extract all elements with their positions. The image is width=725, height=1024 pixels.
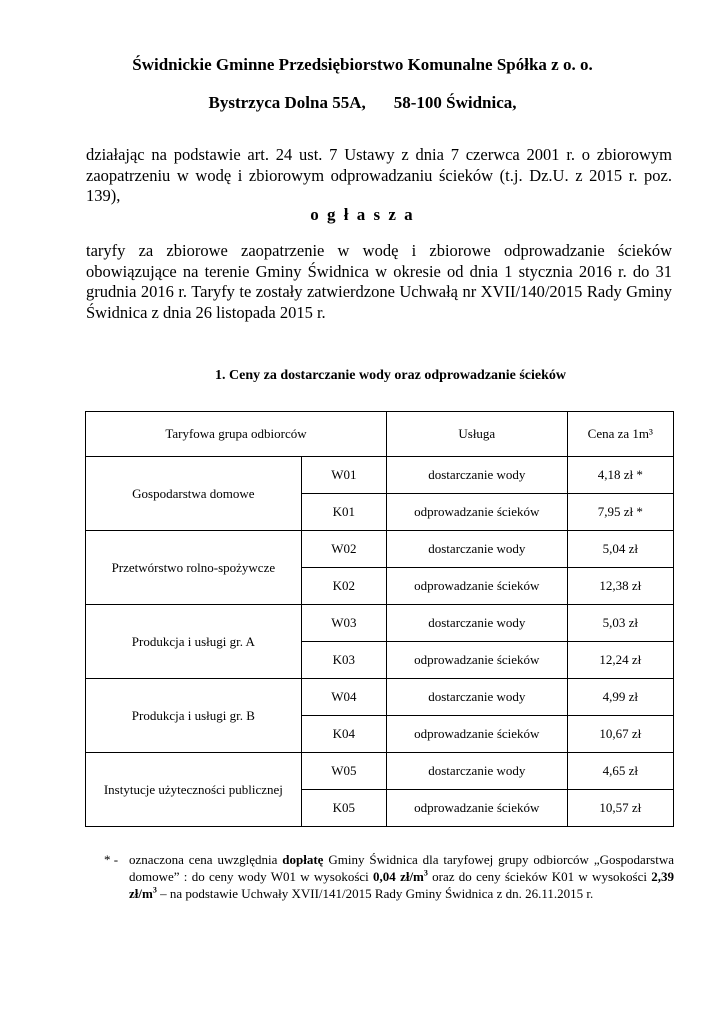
service: odprowadzanie ścieków	[387, 716, 568, 753]
tariff-description-paragraph: taryfy za zbiorowe zaopatrzenie w wodę i zbiorowe odprowadzanie ścieków obowiązujące na terenie Gminy Świdnica w okresie od dnia 1 stycznia 2016 r. do 31 grudnia 2016 r. Taryfy te zostały zatwierdzone Uchwałą nr XVII/140/2015 Rady Gminy Świdnica z dnia 26 listopada 2015 r.	[86, 241, 672, 322]
tariff-code: K03	[301, 642, 386, 679]
tariff-code: K01	[301, 494, 386, 531]
tariff-code: K02	[301, 568, 386, 605]
table-row	[86, 605, 674, 642]
tariff-code: W01	[301, 457, 386, 494]
price: 10,57 zł	[567, 790, 673, 827]
section-title: 1. Ceny za dostarczanie wody oraz odprowadzanie ścieków	[215, 368, 567, 383]
table-row	[86, 679, 674, 716]
price: 12,38 zł	[567, 568, 673, 605]
footnote-bold2	[373, 869, 428, 884]
price: 4,65 zł	[567, 753, 673, 790]
service: dostarczanie wody	[387, 753, 568, 790]
footnote-sup: 3	[423, 868, 428, 878]
footnote-bold1: dopłatę	[282, 852, 324, 867]
table-header-row	[86, 412, 674, 457]
price: 5,03 zł	[567, 605, 673, 642]
tariff-code: K04	[301, 716, 386, 753]
address-city: 58-100 Świdnica,	[393, 93, 517, 112]
tariff-code: W02	[301, 531, 386, 568]
price: 5,04 zł	[567, 531, 673, 568]
footnote-rate-sewage: 2,39 zł/m	[129, 869, 674, 901]
footnote-part2: Gminy Świdnica dla taryfowej grupy odbiorców „Gospodarstwa domowe” : do ceny wody W01 w wysokości	[129, 852, 674, 884]
group-name: Gospodarstwa domowe	[86, 457, 302, 531]
service: odprowadzanie ścieków	[387, 494, 568, 531]
service: dostarczanie wody	[387, 531, 568, 568]
group-name: Produkcja i usługi gr. B	[86, 679, 302, 753]
footnote-part1: oznaczona cena uwzględnia	[129, 852, 283, 867]
group-name: Przetwórstwo rolno-spożywcze	[86, 531, 302, 605]
tariff-code: W05	[301, 753, 386, 790]
table-row	[86, 753, 674, 790]
price: 4,99 zł	[567, 679, 673, 716]
announcement-heading: o g ł a s z a	[310, 205, 415, 224]
price: 4,18 zł *	[567, 457, 673, 494]
footnote-part4: – na podstawie Uchwały XVII/141/2015 Rady Gminy Świdnica z dn. 26.11.2015 r.	[156, 886, 594, 901]
table-row	[86, 531, 674, 568]
tariff-code: K05	[301, 790, 386, 827]
header-service: Usługa	[387, 412, 568, 457]
service: odprowadzanie ścieków	[387, 790, 568, 827]
price: 12,24 zł	[567, 642, 673, 679]
header-group: Taryfowa grupa odbiorców	[86, 412, 387, 457]
legal-basis-paragraph: działając na podstawie art. 24 ust. 7 Ustawy z dnia 7 czerwca 2001 r. o zbiorowym zaopatrzeniu w wodę i zbiorowym odprowadzaniu ścieków (t.j. Dz.U. z 2015 r. poz. 139),	[86, 145, 672, 205]
company-address	[0, 93, 725, 113]
service: dostarczanie wody	[387, 457, 568, 494]
service: odprowadzanie ścieków	[387, 568, 568, 605]
footnote-part3: oraz do ceny ścieków K01 w wysokości	[427, 869, 652, 884]
company-name: Świdnickie Gminne Przedsiębiorstwo Komunalne Spółka z o. o.	[132, 55, 593, 74]
price: 10,67 zł	[567, 716, 673, 753]
tariff-code: W03	[301, 605, 386, 642]
tariff-code: W04	[301, 679, 386, 716]
header-price: Cena za 1m³	[567, 412, 673, 457]
price: 7,95 zł *	[567, 494, 673, 531]
tariff-table	[85, 411, 674, 827]
service: dostarczanie wody	[387, 605, 568, 642]
service: odprowadzanie ścieków	[387, 642, 568, 679]
footnote-sup: 3	[152, 885, 157, 895]
group-name: Produkcja i usługi gr. A	[86, 605, 302, 679]
footnote-marker: * -	[104, 852, 119, 867]
footnote-rate-water: 0,04 zł/m	[373, 869, 424, 884]
service: dostarczanie wody	[387, 679, 568, 716]
table-row	[86, 457, 674, 494]
footnote-text	[129, 851, 674, 902]
footnote	[104, 851, 674, 902]
address-street: Bystrzyca Dolna 55A,	[208, 93, 366, 112]
group-name: Instytucje użyteczności publicznej	[86, 753, 302, 827]
